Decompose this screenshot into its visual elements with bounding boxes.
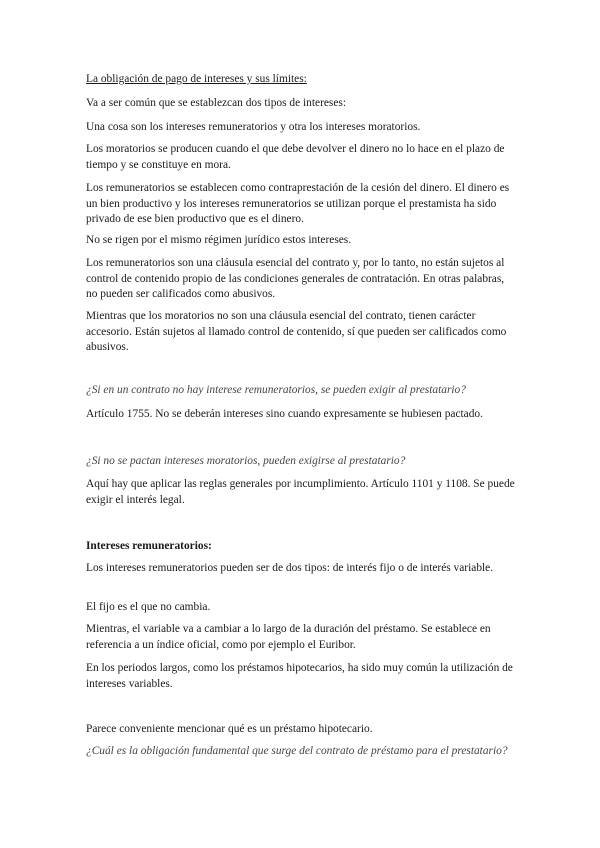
paragraph-remuneratorios: Los remuneratorios se establecen como contraprestación de la cesión del dinero. El dinero es un bien productivo y los intereses remuneratorios se utilizan porque el prestamista ha sido privado de ese bien productivo que es el dinero. [86,182,510,226]
paragraph-clausula-esencial: Los remuneratorios son una cláusula esencial del contrato y, por lo tanto, no están sujetos al control de contenido propio de las condiciones generales de contratación. En otras palabras, no pueden ser calificados como abusivos. [86,257,505,301]
question-moratorios: ¿Si no se pactan intereses moratorios, pueden exigirse al prestatario? [86,455,406,467]
paragraph-hipotecario: Parece conveniente mencionar qué es un préstamo hipotecario. [86,723,373,735]
question-obligacion-fundamental: ¿Cuál es la obligación fundamental que surge del contrato de préstamo para el prestatario? [86,745,508,757]
paragraph-types: Va a ser común que se establezcan dos tipos de intereses: [86,97,346,109]
paragraph-accesorio: Mientras que los moratorios no son una cláusula esencial del contrato, tienen carácter accesorio. Están sujetos al llamado control de contenido, sí que pueden ser calificados como abusivos. [86,310,507,354]
answer-articulo-1101: Aquí hay que aplicar las reglas generales por incumplimiento. Artículo 1101 y 1108. Se puede exigir el interés legal. [86,478,515,506]
paragraph-periodos-largos: En los periodos largos, como los préstamos hipotecarios, ha sido muy común la utilización de intereses variables. [86,662,513,690]
answer-articulo-1755: Artículo 1755. No se deberán intereses sino cuando expresamente se hubiesen pactado. [86,408,483,420]
subheading-remuneratorios: Intereses remuneratorios: [86,540,212,552]
paragraph-fijo: El fijo es el que no cambia. [86,601,211,613]
paragraph-regimen: No se rigen por el mismo régimen jurídico estos intereses. [86,234,352,246]
paragraph-dos-tipos: Los intereses remuneratorios pueden ser de dos tipos: de interés fijo o de interés variable. [86,562,494,574]
paragraph-variable: Mientras, el variable va a cambiar a lo largo de la duración del préstamo. Se establece en referencia a un índice oficial, como por ejemplo el Euribor. [86,623,491,651]
paragraph-moratorios: Los moratorios se producen cuando el que debe devolver el dinero no lo hace en el plazo de tiempo y se constituye en mora. [86,143,505,171]
question-remuneratorios: ¿Si en un contrato no hay interese remuneratorios, se pueden exigir al prestatario? [86,384,466,396]
section-heading: La obligación de pago de intereses y sus límites: [86,73,307,85]
paragraph-distinction: Una cosa son los intereses remuneratorios y otra los intereses moratorios. [86,121,421,133]
